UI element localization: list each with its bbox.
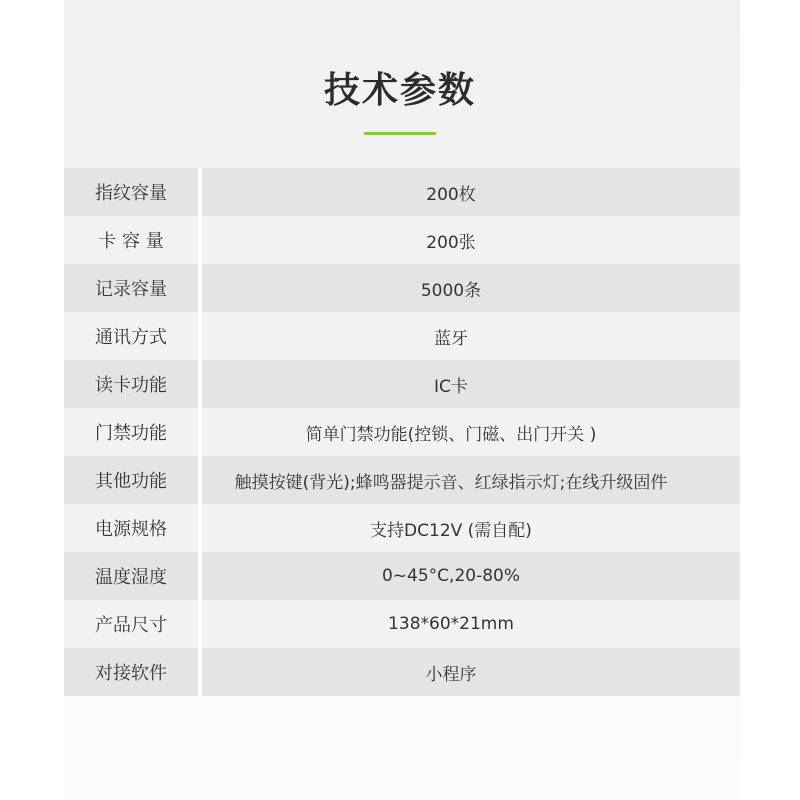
spec-row-access-control bbox=[64, 408, 740, 456]
spec-value: 0~45°C,20-80% bbox=[381, 566, 521, 586]
spec-label: 其他功能 bbox=[95, 471, 167, 492]
spec-value: IC卡 bbox=[434, 376, 468, 397]
spec-row-record-capacity bbox=[64, 264, 740, 312]
spec-label: 读卡功能 bbox=[95, 375, 167, 396]
spec-label: 卡 容 量 bbox=[98, 231, 164, 252]
spec-value: 简单门禁功能(控锁、门磁、出门开关 ) bbox=[305, 424, 597, 445]
spec-value: 触摸按键(背光);蜂鸣器提示音、红绿指示灯;在线升级固件 bbox=[234, 472, 668, 493]
spec-row-software bbox=[64, 648, 740, 696]
spec-value: 200枚 bbox=[426, 184, 476, 205]
spec-value: 支持DC12V (需自配) bbox=[370, 520, 532, 541]
spec-value: 138*60*21mm bbox=[388, 614, 514, 634]
spec-row-fingerprint-capacity bbox=[64, 168, 740, 216]
spec-row-temperature-humidity bbox=[64, 552, 740, 600]
spec-row-communication bbox=[64, 312, 740, 360]
page-title: 技术参数 bbox=[323, 70, 476, 111]
spec-value: 小程序 bbox=[425, 664, 477, 685]
spec-row-other-functions bbox=[64, 456, 740, 504]
spec-label: 对接软件 bbox=[95, 663, 167, 684]
spec-row-power bbox=[64, 504, 740, 552]
spec-label: 电源规格 bbox=[95, 519, 167, 540]
spec-label: 记录容量 bbox=[95, 279, 167, 300]
spec-row-dimensions bbox=[64, 600, 740, 648]
spec-label: 通讯方式 bbox=[95, 327, 167, 348]
spec-value: 蓝牙 bbox=[434, 328, 468, 349]
spec-label: 产品尺寸 bbox=[95, 615, 167, 636]
spec-label: 门禁功能 bbox=[95, 423, 167, 444]
spec-value: 200张 bbox=[426, 232, 476, 253]
spec-row-card-capacity bbox=[64, 216, 740, 264]
title-underline bbox=[364, 132, 436, 135]
spec-value: 5000条 bbox=[420, 280, 482, 301]
spec-row-card-reading bbox=[64, 360, 740, 408]
spec-label: 温度湿度 bbox=[95, 567, 167, 588]
spec-label: 指纹容量 bbox=[95, 183, 167, 204]
spec-table bbox=[64, 168, 740, 696]
